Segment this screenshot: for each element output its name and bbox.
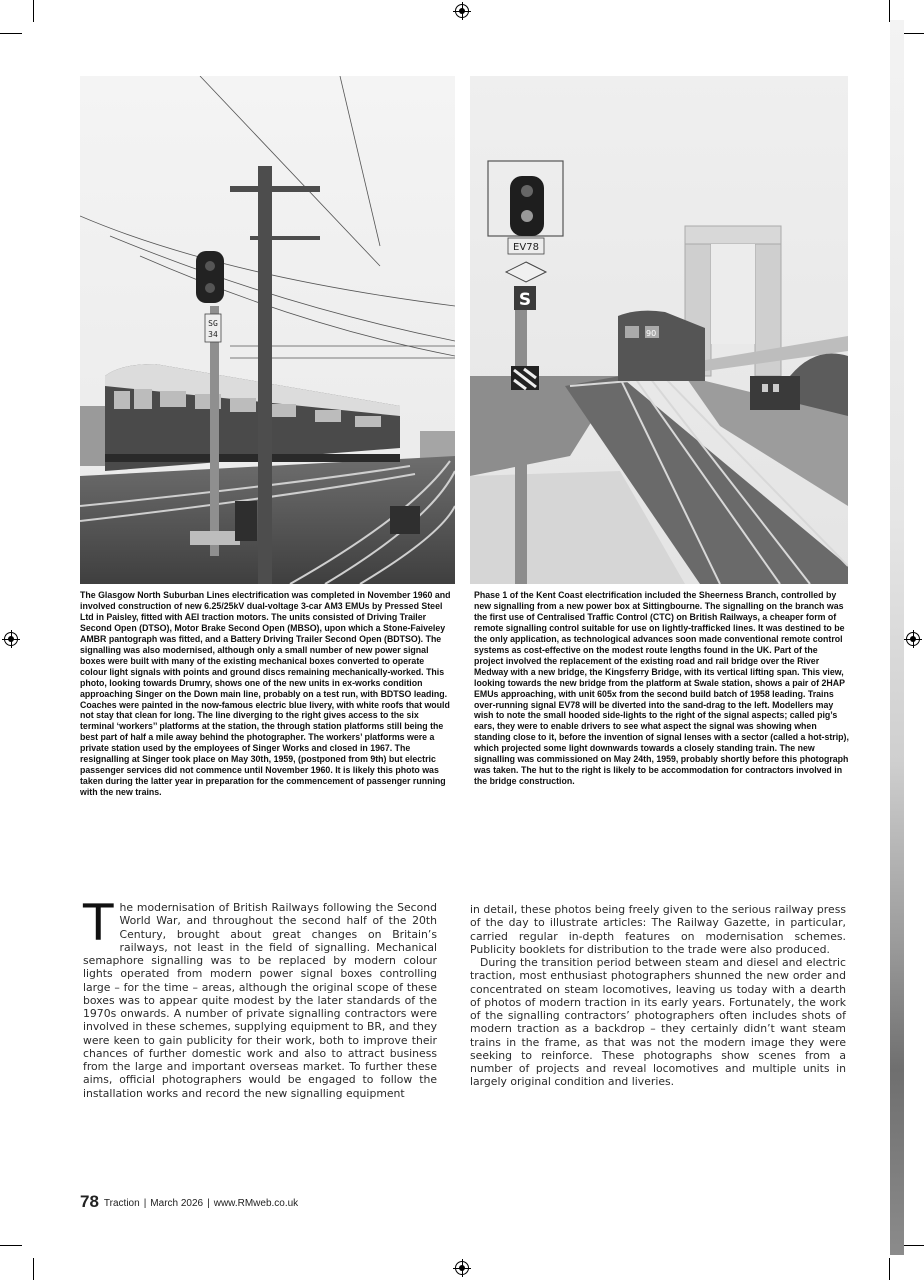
signal-plate-ev78: EV78 [513, 242, 539, 253]
article-paragraph: During the transition period between steam and diesel and electric traction, most enthusiast photographers shunned the new order and concentrated on steam locomotives, leaving us today with a dearth of photos of modern traction in its early years. Fortunately, the work of the signalling contractors’ photographers often includes shots of modern traction as a backdrop – they certainly didn’t want steam trains in the frame, as that was not the modern image they were seeking to reinforce. These photographs show scenes from a number of projects and reveal locomotives and multiple units in largely original condition and liveries. [470, 956, 846, 1089]
crop-mark [33, 1258, 34, 1280]
bleed-photo-strip [890, 20, 904, 1255]
crop-mark [0, 33, 22, 34]
crop-mark [0, 1245, 22, 1246]
drop-cap: T [83, 894, 114, 952]
footer-divider: | [207, 1198, 210, 1209]
registration-mark-icon [455, 4, 469, 18]
signal-plate-bottom: 34 [208, 330, 218, 339]
crop-mark [33, 0, 34, 22]
footer-divider: | [143, 1198, 147, 1209]
signal-letter-s: S [518, 290, 532, 310]
issue-date: March 2026 [150, 1198, 204, 1209]
registration-mark-icon [906, 632, 920, 646]
crop-mark [902, 1245, 924, 1246]
page-footer [80, 1192, 298, 1212]
crop-mark [902, 33, 924, 34]
crop-mark [889, 1258, 890, 1280]
photo-swale-2hap-emus [470, 76, 848, 584]
photo-caption-left: The Glasgow North Suburban Lines electrification was completed in November 1960 and involved construction of new 6.25/25kV dual-voltage 3-car AM3 EMUs by Pressed Steel Ltd in Paisley, fitted with AEI traction motors. The units consisted of Driving Trailer Second Open (DTSO), Motor Brake Second Open (MBSO), upon which a Stone-Faiveley AMBR pantograph was fitted, and a Battery Driving Trailer Second Open (BDTSO). The signalling was also modernised, although only a small number of new power signal boxes were built with many of the existing mechanical boxes converted to operate colour light signals with points and ground discs remaining mechanically-worked. This photo, looking towards Drumry, shows one of the new units in ex-works condition approaching Singer on the Down main line, probably on a test run, with BDTSO leading. Coaches were painted in the now-famous electric blue livery, with white roofs that would not stay that clean for long. The line diverging to the right gives access to the six terminal ‘workers’’ platforms at the station, the through station platforms still being the best part of half a mile away behind the photographer. The workers’ platforms were a private station used by the employees of Singer Works and closed in 1967. The resignalling at Singer took place on May 30th, 1959, (postponed from 9th) but electric passenger services did not commence until November 1960. It is likely this photo was taken during the latter year in preparation for the commencement of passenger running with the new trains. [80, 590, 451, 798]
article-paragraph: in detail, these photos being freely given to the serious railway press of the day to illustrate articles: The Railway Gazette, in particular, carried regular in-depth features on modernisation schemes. Publicity booklets for distribution to the trade were also produced. [470, 903, 846, 956]
article-paragraph: he modernisation of British Railways following the Second World War, and throughout the second half of the 20th Century, brought about great changes on Britain’s railways, not least in the field of signalling. Mechanical semaphore signalling was to be replaced by modern colour lights operated from modern power signal boxes controlling large – for the time – areas, although the original scope of these boxes was to appear quite modest by the later standards of the 1970s onwards. A number of private signalling contractors were involved in these schemes, supplying equipment to BR, and they were keen to gain publicity for their work, both to improve their chances of further domestic work and also to attract business from the large and important overseas market. To further these aims, official photographers would be engaged to follow the installation works and record the new signalling equipment [83, 901, 437, 1100]
photo-caption-right: Phase 1 of the Kent Coast electrification included the Sheerness Branch, controlled by new signalling from a new power box at Sittingbourne. The signalling on the branch was the first use of Centralised Traffic Control (CTC) on British Railways, a cheaper form of remote signalling control suitable for use on lightly-trafficked lines. It was destined to be the only application, as technological advances soon made conventional remote control systems as cost-effective on the modest route lengths found in the UK. Part of the project involved the replacement of the existing road and rail bridge over the River Medway with a new bridge, the Kingsferry Bridge, with its vertical lifting span. This view, looking towards the new bridge from the platform at Swale station, shows a pair of 2HAP EMUs approaching, with unit 605x from the second build batch of 1958 leading. Trains over-running signal EV78 will be diverted into the sand-drag to the left. Modellers may wish to note the small hooded side-lights to the right of the signal aspects; called pig’s ears, they were to enable drivers to see what aspect the signal was showing when standing close to it, before the invention of signal lenses with a sector (called a hot-strip), which projected some light downwards towards a closely standing train. The new signalling was commissioned on May 24th, 1959, probably shortly before this photograph was taken. The hut to the right is likely to be accommodation for contractors involved in the bridge construction. [474, 590, 849, 787]
page-number: 78 [80, 1192, 99, 1211]
website-link[interactable]: www.RMweb.co.uk [213, 1198, 299, 1209]
unit-number: 90 [646, 329, 657, 338]
article-column-1 [83, 894, 437, 1100]
crop-mark [889, 0, 890, 22]
photo-glasgow-am3-emu [80, 76, 455, 584]
signal-plate-top: SG [208, 319, 218, 328]
registration-mark-icon [4, 632, 18, 646]
magazine-name: Traction [103, 1198, 140, 1209]
registration-mark-icon [455, 1261, 469, 1275]
article-column-2 [470, 903, 846, 1089]
